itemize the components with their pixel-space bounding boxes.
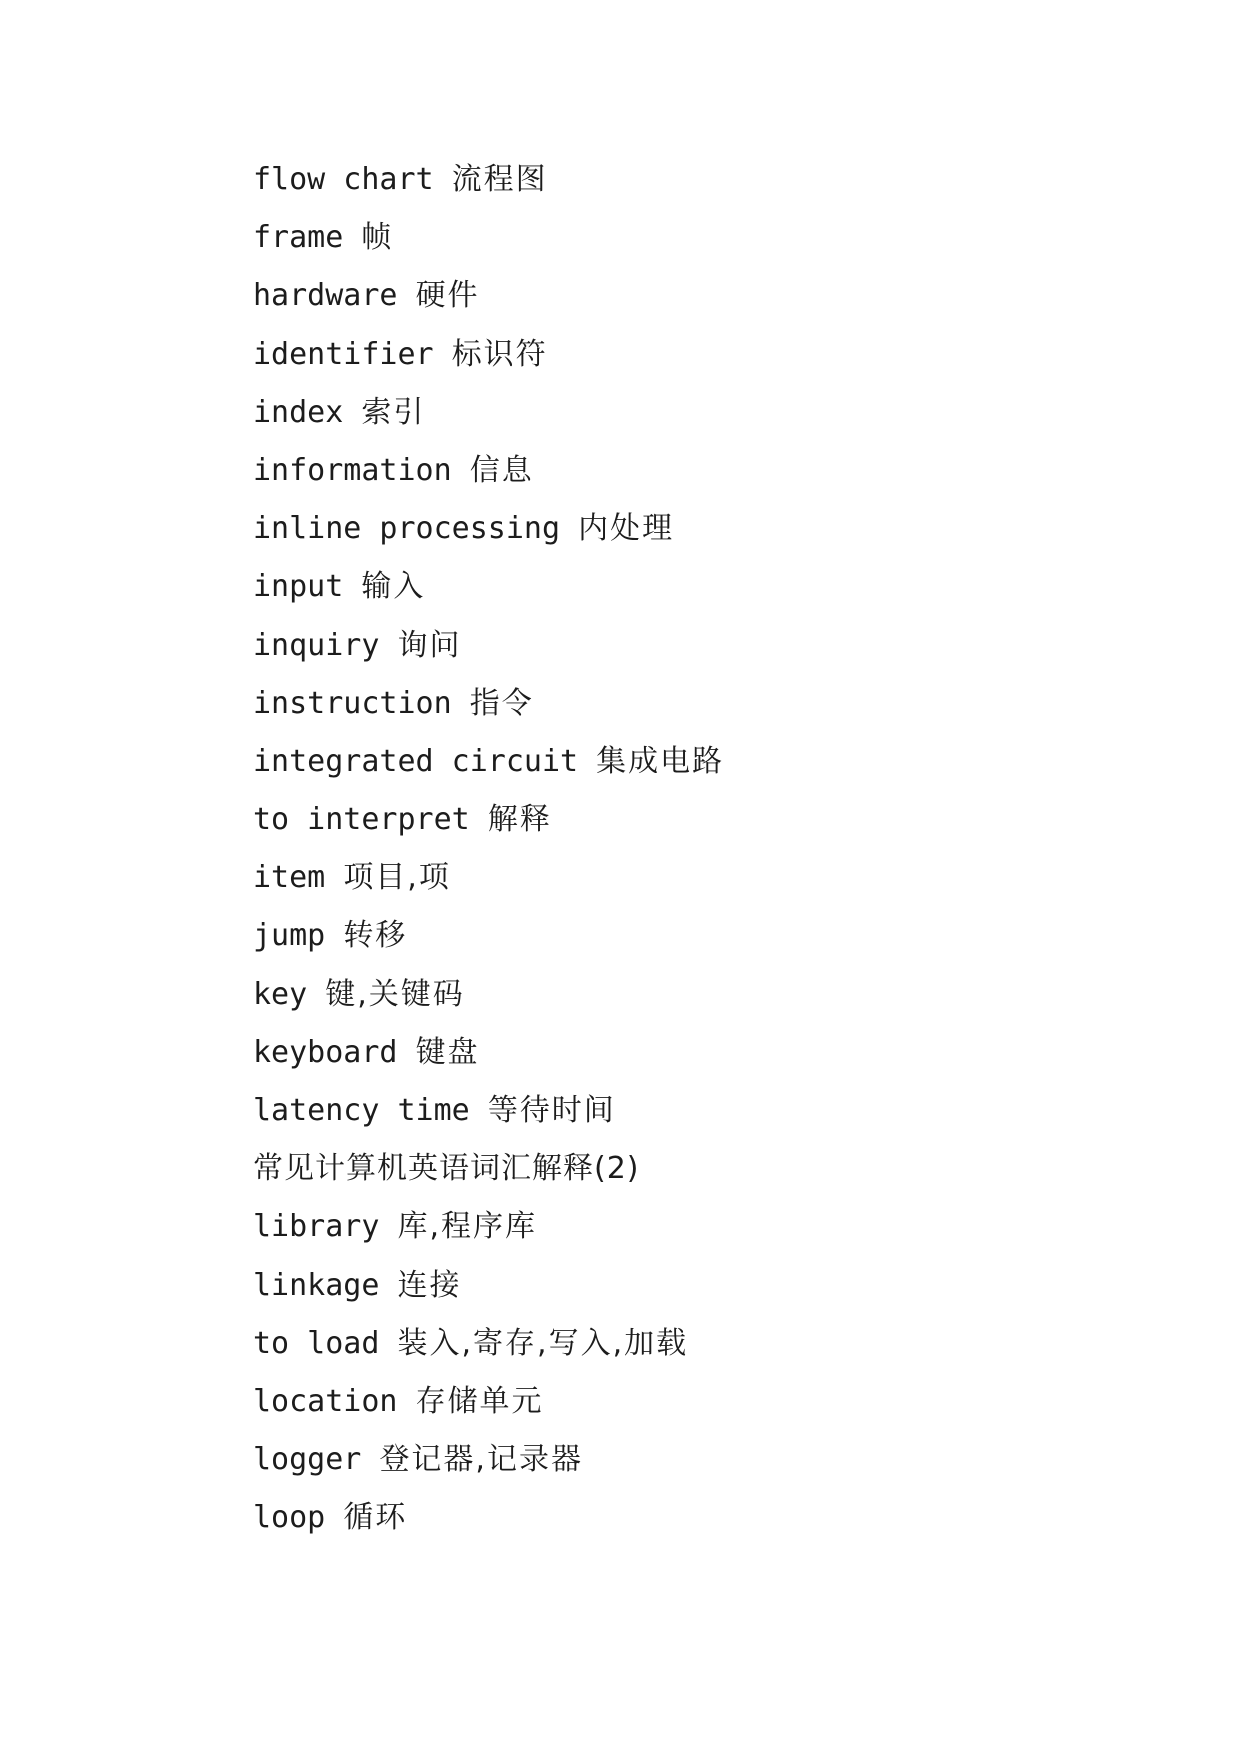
entry-term: to load	[253, 1325, 380, 1361]
entry-term: inquiry	[253, 627, 380, 663]
entry-term: hardware	[253, 278, 398, 314]
entry-meaning: 询问	[397, 627, 462, 663]
entry-meaning: 内处理	[578, 511, 675, 547]
entry-term: index	[253, 394, 344, 430]
entry-term: input	[253, 569, 344, 605]
entry-term: linkage	[253, 1267, 380, 1303]
entry-term: loop	[253, 1500, 326, 1536]
glossary-entry	[253, 1093, 1153, 1151]
glossary-entry	[253, 395, 1153, 453]
glossary-entry	[253, 1442, 1153, 1500]
glossary-list	[253, 162, 1153, 1559]
entry-meaning: 键盘	[415, 1034, 480, 1070]
section-heading: 常见计算机英语词汇解释(2)	[253, 1151, 640, 1187]
entry-meaning: 硬件	[415, 278, 480, 314]
entry-meaning: 键,关键码	[325, 976, 465, 1012]
entry-term: identifier	[253, 336, 434, 372]
glossary-entry	[253, 1384, 1153, 1442]
glossary-entry	[253, 918, 1153, 976]
glossary-entry	[253, 1035, 1153, 1093]
glossary-entry	[253, 1500, 1153, 1558]
entry-meaning: 登记器,记录器	[379, 1442, 583, 1478]
glossary-entry	[253, 511, 1153, 569]
entry-meaning: 标识符	[451, 336, 548, 372]
entry-meaning: 循环	[343, 1500, 408, 1536]
entry-meaning: 输入	[361, 569, 426, 605]
glossary-entry	[253, 802, 1153, 860]
entry-term: keyboard	[253, 1034, 398, 1070]
glossary-entry	[253, 220, 1153, 278]
entry-meaning: 索引	[361, 394, 426, 430]
entry-term: to interpret	[253, 802, 470, 838]
entry-meaning: 集成电路	[596, 743, 725, 779]
glossary-entry	[253, 628, 1153, 686]
entry-meaning: 项目,项	[343, 860, 451, 896]
entry-term: flow chart	[253, 162, 434, 197]
glossary-entry	[253, 1268, 1153, 1326]
glossary-entry	[253, 162, 1153, 220]
entry-term: library	[253, 1209, 380, 1245]
glossary-entry	[253, 860, 1153, 918]
glossary-entry	[253, 1326, 1153, 1384]
entry-meaning: 指令	[469, 685, 534, 721]
entry-term: frame	[253, 220, 344, 256]
entry-term: logger	[253, 1442, 362, 1478]
entry-term: item	[253, 860, 326, 896]
entry-meaning: 等待时间	[487, 1093, 616, 1128]
entry-meaning: 连接	[397, 1267, 462, 1303]
glossary-entry	[253, 977, 1153, 1035]
glossary-entry	[253, 686, 1153, 744]
glossary-entry	[253, 278, 1153, 336]
entry-meaning: 存储单元	[415, 1383, 544, 1419]
entry-meaning: 转移	[343, 918, 408, 954]
entry-term: instruction	[253, 685, 452, 721]
entry-meaning: 流程图	[451, 162, 548, 197]
entry-term: key	[253, 976, 308, 1012]
entry-meaning: 信息	[469, 452, 534, 488]
entry-term: jump	[253, 918, 326, 954]
glossary-entry	[253, 1209, 1153, 1267]
entry-term: location	[253, 1383, 398, 1419]
glossary-entry	[253, 744, 1153, 802]
entry-meaning: 帧	[361, 220, 394, 256]
entry-term: latency time	[253, 1093, 470, 1128]
entry-term: integrated circuit	[253, 743, 579, 779]
glossary-entry	[253, 337, 1153, 395]
glossary-entry	[253, 453, 1153, 511]
entry-meaning: 库,程序库	[397, 1209, 538, 1245]
entry-term: inline processing	[253, 511, 561, 547]
entry-term: information	[253, 452, 452, 488]
glossary-entry	[253, 569, 1153, 627]
entry-meaning: 装入,寄存,写入,加载	[397, 1325, 689, 1361]
entry-meaning: 解释	[487, 802, 552, 838]
